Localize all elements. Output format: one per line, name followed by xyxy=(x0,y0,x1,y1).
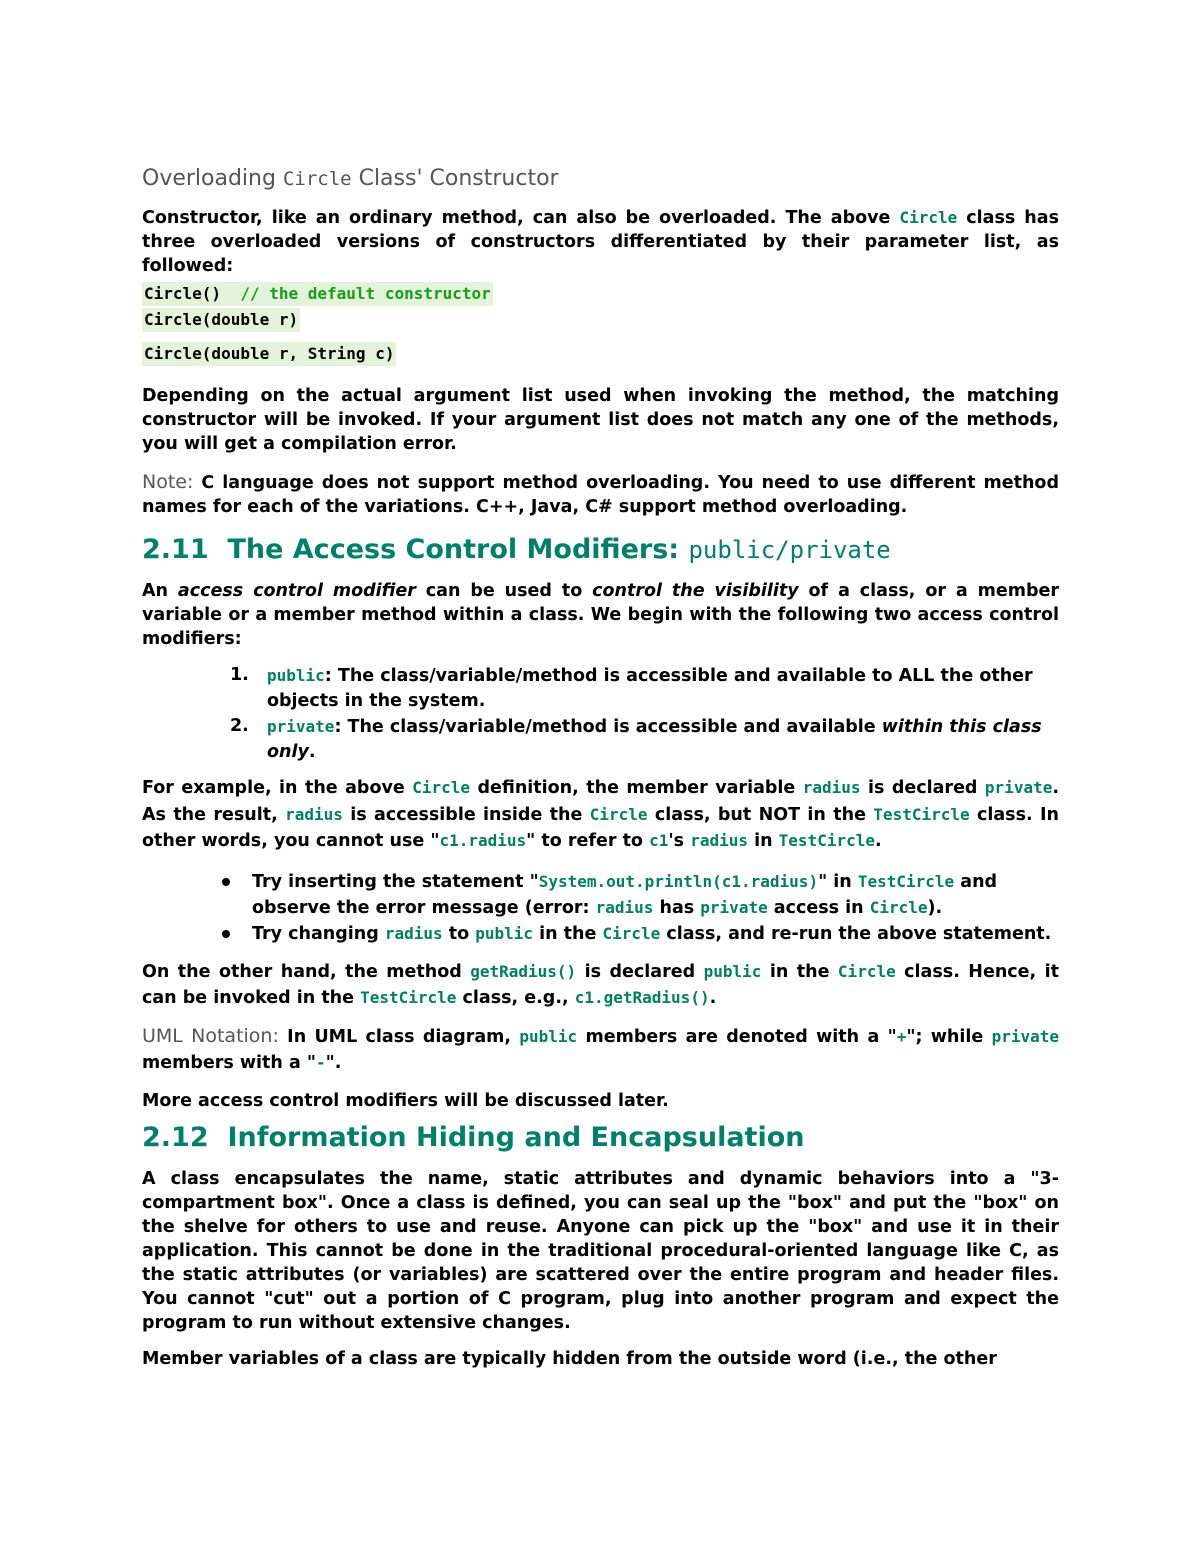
heading-2-11-access-control: 2.11 The Access Control Modifiers: public/private xyxy=(142,534,891,565)
code-line-radius-constructor: Circle(double r) xyxy=(142,308,1059,332)
paragraph-getradius-public: On the other hand, the method getRadius() is declared public in the Circle class. Hence, it can be invoked in the TestCircle class, e.g., c1.getRadius(). xyxy=(142,961,1059,1008)
code-line-radius-color-constructor: Circle(double r, String c) xyxy=(142,342,1059,366)
paragraph-uml-notation: UML Notation: In UML class diagram, public members are denoted with a "+"; while private members with a "-". xyxy=(142,1024,1059,1073)
paragraph-access-modifier-intro: An access control modifier can be used to control the visibility of a class, or a member variable or a member method within a class. We begin with the following two access control modifiers: xyxy=(142,581,1059,649)
try-it-bullet-list xyxy=(142,869,1059,947)
heading-2-12-information-hiding: 2.12 Information Hiding and Encapsulation xyxy=(142,1121,805,1153)
code-line-default-constructor: Circle() // the default constructor xyxy=(142,282,1059,306)
bullet-item-insert-statement: Try inserting the statement "System.out.println(c1.radius)" in TestCircle and observe the error message (error: radius has private access in Circle). xyxy=(252,869,1059,921)
bullet-dot xyxy=(222,878,230,886)
subheading-overloading-constructor: Overloading Circle Class' Constructor xyxy=(142,166,559,191)
note-c-language: Note: C language does not support method overloading. You need to use different method names for each of the variations. C++, Java, C# support method overloading. xyxy=(142,471,1059,517)
paragraph-encapsulation: A class encapsulates the name, static attributes and dynamic behaviors into a "3-compartment box". Once a class is defined, you can seal up the "box" and put the "box" on the shelve for others to use and reuse. Anyone can pick up the "box" and use it in their application. This cannot be done in the traditional procedural-oriented language like C, as the static attributes (or variables) are scattered over the entire program and header files. You cannot "cut" out a portion of C program, plug into another program and expect the program to run without extensive changes. xyxy=(142,1168,1059,1333)
paragraph-more-modifiers: More access control modifiers will be discussed later. xyxy=(142,1090,669,1111)
paragraph-member-variables: Member variables of a class are typically hidden from the outside word (i.e., the other xyxy=(142,1348,997,1369)
paragraph-radius-example: For example, in the above Circle definition, the member variable radius is declared private. As the result, radius is accessible inside the Circle class, but NOT in the TestCircle class. In other words, you cannot use "c1.radius" to refer to c1's radius in TestCircle. xyxy=(142,778,1060,851)
bullet-dot xyxy=(222,930,230,938)
bullet-item-change-radius: Try changing radius to public in the Circle class, and re-run the above statement. xyxy=(252,921,1059,947)
document-content xyxy=(142,164,1059,1371)
access-modifier-list xyxy=(142,663,1059,765)
list-item-public: 1. public: The class/variable/method is accessible and available to ALL the other objects in the system. xyxy=(230,665,1033,711)
list-item-private: 2. private: The class/variable/method is accessible and available within this class only. xyxy=(230,716,1042,762)
paragraph-argument-matching: Depending on the actual argument list used when invoking the method, the matching constructor will be invoked. If your argument list does not match any one of the methods, you will get a compilation error. xyxy=(142,386,1059,454)
paragraph-constructor-overloading: Constructor, like an ordinary method, can also be overloaded. The above Circle class has three overloaded versions of constructors differentiated by their parameter list, as followed: xyxy=(142,208,1059,276)
